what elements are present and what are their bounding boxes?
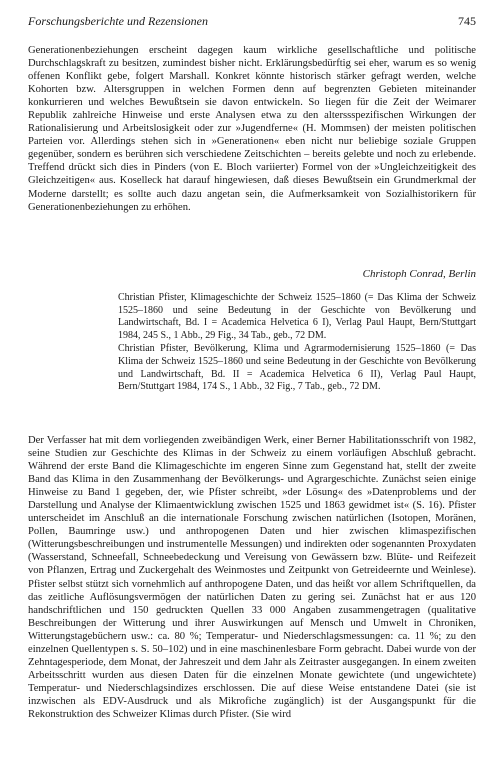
citation-volume-1: Christian Pfister, Klimageschichte der Schweiz 1525–1860 (= Das Klima der Schweiz 1525–1860 und seine Bedeutung in der Geschichte von Bevölkerung und Landwirtschaft, Bd. I = Academica Helvetica 6 I), Verlag Paul Haupt, Bern/Stuttgart 1984, 245 S., 1 Abb., 29 Fig., 34 Tab., geb., 72 DM. (118, 292, 476, 341)
review-closing-paragraph: Generationenbeziehungen erscheint dagegen kaum wirkliche gesellschaftliche und politische Durchschlagskraft zu besitzen, zumindest bisher nicht. Erklärungsbedürftig sei eher, warum es so wenig offenen Konflikt gebe, folgert Marshall. Konkret könnte historisch stärker gefragt werden, welche Kohorten bzw. Altersgruppen in welchen Formen denn auf begrenzten Gebieten miteinander konkurrieren und welches Bewußtsein sie davon entwickeln. So liegen für die Zeit der Weimarer Republik zahlreiche Hinweise und erste Analysen etwa zu den alterssspezifischen Wirkungen der Rationalisierung und Arbeitslosigkeit oder zur »Jugendferne« (H. Mommsen) der meisten politischen Parteien vor. Allerdings stehen sich in »Generationen« eben nicht nur beliebige soziale Gruppen gegenüber, sondern es berühren sich verschiedene Zeitschichten – bereits gelebte und noch zu erlebende. Treffend drückt sich dies in Pinders (von E. Bloch variierter) Formel von der »Ungleichzeitigkeit des Gleichzeitigen« aus. Koselleck hat darauf hingewiesen, daß dieses Bewußtsein ein Grundmerkmal der Moderne darstellt; es sollte auch dazu angetan sein, die Aufmerksamkeit von Sozialhistorikern für Generationenbeziehungen zu erhöhen. (28, 45, 476, 213)
page-number: 745 (458, 14, 476, 28)
citation-volume-2: Christian Pfister, Bevölkerung, Klima und Agrarmodernisierung 1525–1860 (= Das Klima der Schweiz 1525–1860 und seine Bedeutung in der Geschichte von Bevölkerung und Landwirtschaft, Bd. II = Academica Helvetica 6 II), Verlag Paul Haupt, Bern/Stuttgart 1984, 174 S., 1 Abb., 32 Fig., 7 Tab., geb., 72 DM. (118, 343, 476, 393)
bibliographic-citations (118, 292, 476, 395)
section-title: Forschungsberichte und Rezensionen (28, 14, 208, 28)
review-body-paragraph: Der Verfasser hat mit dem vorliegenden zweibändigen Werk, einer Berner Habilitationsschrift von 1982, seine Studien zur Geschichte des Klimas in der Schweiz zu einem vorläufigen Abschluß gebracht. Während der erste Band die Klimageschichte im engeren Sinne zum Gegenstand hat, stellt der zweite Band das Klima in den Zusammenhang der Bevölkerungs- und Agrargeschichte. Zunächst seien einige Hinweise zu Band 1 gegeben, der, wie Pfister schreibt, »der Lösung« des »Datenproblems und der Darstellung und Analyse der Klimaentwicklung zwischen 1525 und 1863 gewidmet ist« (S. 16). Pfister unterscheidet im Anschluß an die internationale Forschung zwischen natürlichen (Isotopen, Moränen, Pollen, Baumringe usw.) und anthropogenen Daten und hier zwischen klimaspezifischen (Witterungsbeschreibungen und instrumentelle Messungen) und indirekten oder sogenannten Proxydaten (Wasserstand, Schneefall, Schneebedeckung und Vereisung von Gewässern bzw. Blüte- und Reifezeit von Pflanzen, Ertrag und Zuckergehalt des Weinmostes und Zeitpunkt von Getreideernte und Weinlese). Pfister selbst stützt sich vornehmlich auf anthropogene Daten, und das heißt vor allem Schriftquellen, da das zeitliche Auflösungsvermögen der natürlichen Daten zu gering sei. Zunächst hat er aus 120 handschriftlichen und 150 gedruckten Quellen 33 000 Angaben zusammengetragen (qualitative Beschreibungen der Witterung und ihrer Auswirkungen auf Mensch und Umwelt in Chroniken, Witterungstagebüchern usw.: ca. 80 %; Temperatur- und Niederschlagsmessungen: ca. 11 %; zu den einzelnen Quellentypen s. S. 50–102) und in eine maschinenlesbare Form gebracht. Dabei wurde von der Zehntagesperiode, dem Monat, der Jahreszeit und dem Jahr als Zeitraster ausgegangen. In einem zweiten Arbeitsschritt wurden aus diesen Daten für die einzelnen Monate gewichtete (und ungewichtete) Temperatur- und Niederschlagsindizes erschlossen. Die auf diese Weise entstandene Datei (sie ist inzwischen als EDV-Ausdruck und als Mikrofiche zugänglich) ist der Ausgangspunkt für die Rekonstruktion des Schweizer Klimas durch Pfister. (Sie wird (28, 435, 476, 720)
reviewer-signature: Christoph Conrad, Berlin (362, 268, 476, 280)
running-head (28, 14, 476, 32)
